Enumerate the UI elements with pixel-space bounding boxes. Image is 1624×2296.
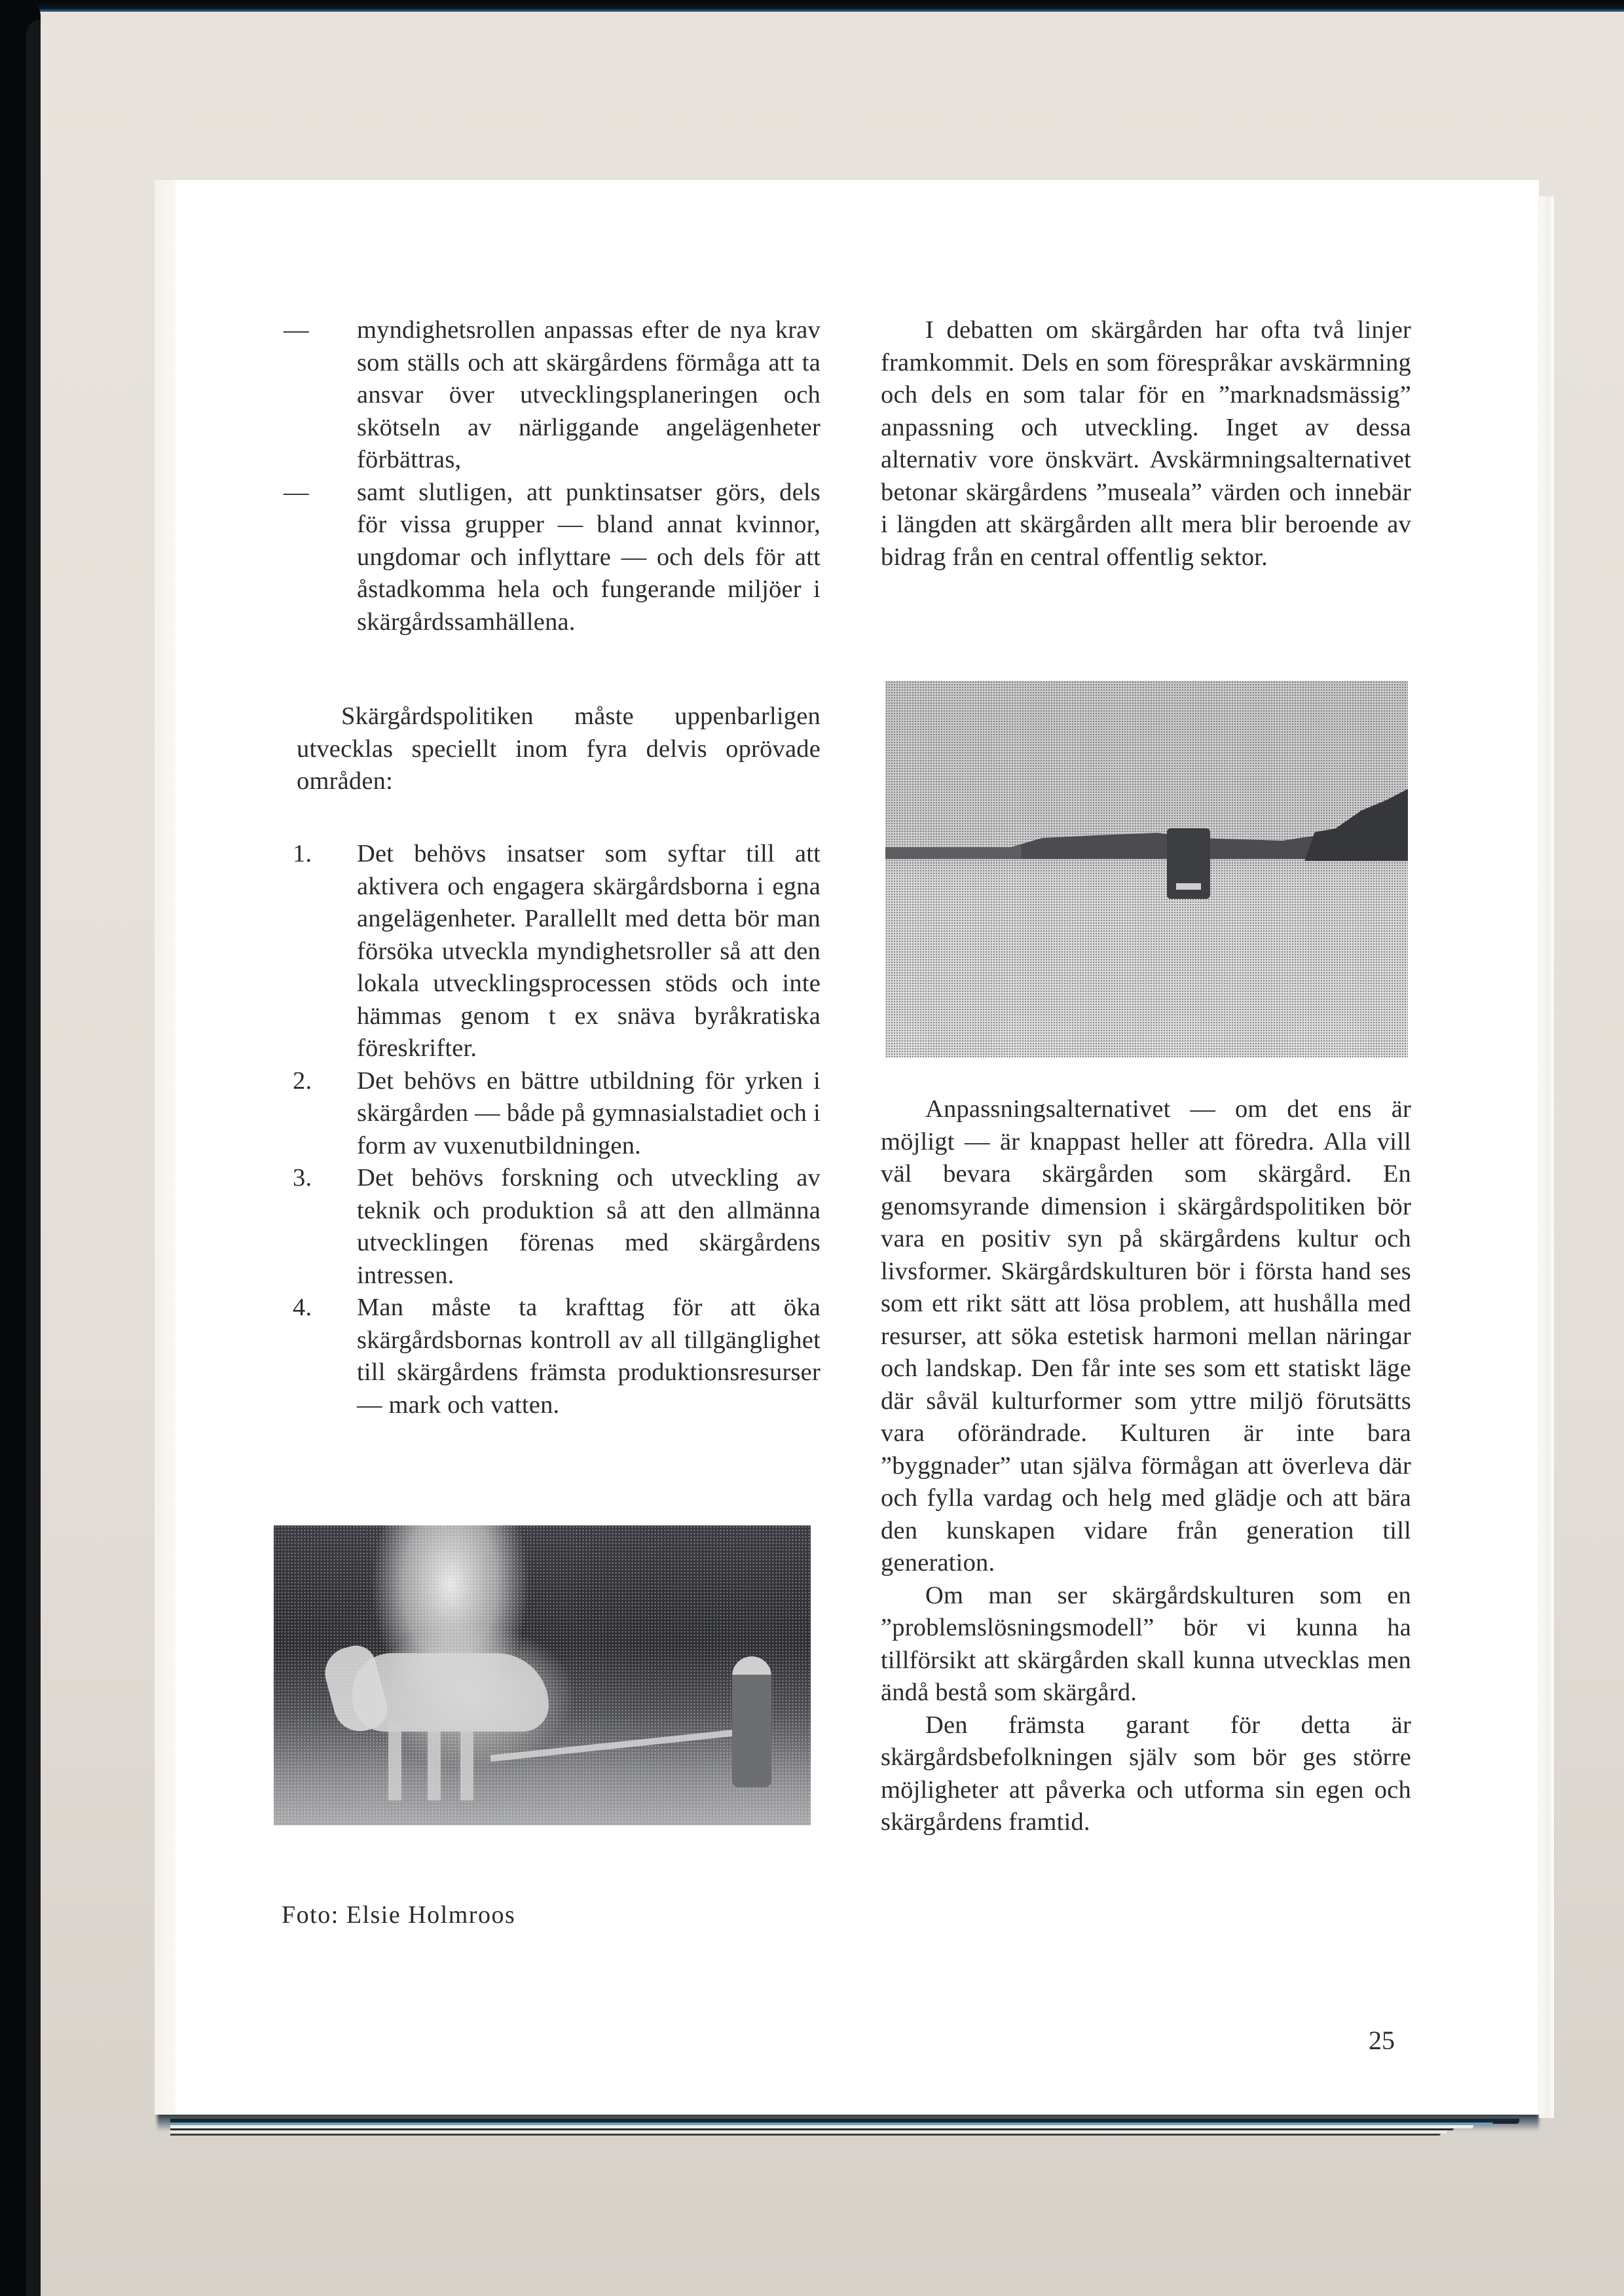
- dash-list-item: [284, 314, 821, 477]
- numbered-item-text: Det behövs en bättre utbildning för yrken i skärgården — både på gymnasialstadiet och i form av vuxenutbildningen.: [357, 1066, 821, 1159]
- number-marker: 2.: [293, 1066, 312, 1095]
- scanner-top-edge: [0, 0, 1624, 12]
- number-marker: 1.: [293, 840, 312, 867]
- intro-paragraph: Skärgårdspolitiken måste uppenbarligen utvecklas speciellt inom fyra delvis oprövade områden:: [297, 702, 821, 795]
- sheet-edge: [170, 2134, 1441, 2136]
- scanner-left-edge: [0, 0, 41, 2296]
- dash-marker: —: [284, 478, 309, 506]
- dash-item-text: samt slutligen, att punktinsatser görs, dels för vissa grupper — bland annat kvinnor, ungdomar och inflyttare — och dels för att åstadkomma hela och fungerande miljöer i skärgårdssamhällena.: [357, 478, 821, 636]
- horse-shape: [388, 1722, 487, 1800]
- numbered-list-item: [284, 1292, 821, 1421]
- numbered-list-item: [284, 1162, 821, 1292]
- photo-horse-plough: [274, 1525, 811, 1825]
- horse-shape: [352, 1653, 549, 1732]
- numbered-item-text: Det behövs forskning och utveckling av teknik och produktion så att den allmänna utvecklingen förenas med skärgårdens intressen.: [357, 1164, 821, 1289]
- paragraph: Den främsta garant för detta är skärgårdsbefolkningen själv som bör ges större möjligheter att påverka och utforma sin egen och skärgårdens framtid.: [881, 1711, 1411, 1836]
- numbered-list-item: [284, 838, 821, 1065]
- numbered-item-text: Man måste ta krafttag för att öka skärgårdsbornas kontroll av all tillgänglighet till skärgårdens främsta produktionsresurser — mark och vatten.: [357, 1294, 821, 1419]
- paragraph: Anpassningsalternativet — om det ens är möjligt — är knappast heller att föredra. Alla vill väl bevara skärgården som skärgård. En genomsyrande dimension i skärgårdspolitiken bör vara en positiv syn på skärgårdens kultur och livsformer. Skärgårdskulturen bör i första hand ses som ett rikt sätt att lösa problem, att hushålla med resurser, att söka estetisk harmoni mellan näringar och landskap. Den får inte ses som ett statiskt läge där såväl kulturformer som yttre miljö förutsätts vara oförändrade. Kulturen är inte bara ”byggnader” utan själva förmågan att överleva där och fylla vardag och helg med glädje och att bära den kunskapen vidare från generation till generation.: [881, 1095, 1411, 1576]
- plough-shape: [490, 1728, 752, 1762]
- left-column-numbered-list: [284, 838, 821, 1421]
- right-column-bottom: [881, 1093, 1411, 1839]
- photo-caption: Foto: Elsie Holmroos: [282, 1901, 516, 1929]
- paragraph: I debatten om skärgården har ofta två linjer framkommit. Dels en som förespråkar avskärmning och dels en som talar för en ”marknadsmässig” anpassning och utveckling. Inget av dessa alternativ vore önskvärt. Avskärmningsalternativet betonar skärgårdens ”museala” värden och innebär i längden att skärgården allt mera blir beroende av bidrag från en central offentlig sektor.: [881, 316, 1411, 571]
- farmer-shape: [732, 1656, 771, 1787]
- right-column-top: [881, 314, 1411, 574]
- scanner-bed-corner: [41, 12, 80, 51]
- tractor-shape: [1167, 828, 1210, 899]
- paragraph: Om man ser skärgårdskulturen som en ”problemslösningsmodell” bör vi kunna ha tillförsikt att skärgården skall kunna utvecklas men ändå bestå som skärgård.: [881, 1581, 1411, 1706]
- left-column-intro: [297, 701, 821, 798]
- numbered-list-item: [284, 1065, 821, 1163]
- left-column-dash-list: [284, 314, 821, 638]
- number-marker: 4.: [293, 1294, 312, 1321]
- number-marker: 3.: [293, 1164, 312, 1192]
- document-page: [175, 180, 1539, 2115]
- page-edge-stack: [170, 2116, 1532, 2142]
- photo-tractor-on-ice: [885, 681, 1408, 1057]
- page-right-edge: [1539, 196, 1554, 2118]
- trees-shape: [1304, 789, 1408, 861]
- numbered-item-text: Det behövs insatser som syftar till att aktivera och engagera skärgårdsborna i egna angelägenheter. Parallellt med detta bör man försöka utveckla myndighetsroller så att den lokala utvecklingsprocessen stöds och inte hämmas genom t ex snäva byråkratiska föreskrifter.: [357, 840, 821, 1062]
- dash-item-text: myndighetsrollen anpassas efter de nya krav som ställs och att skärgårdens förmåga att ta ansvar över utvecklingsplaneringen och skötseln av närliggande angelägenheter förbättras,: [357, 316, 821, 473]
- page-number: 25: [1369, 2026, 1395, 2055]
- dash-list-item: [284, 477, 821, 639]
- dash-marker: —: [284, 316, 309, 344]
- page-left-edge: [155, 180, 177, 2115]
